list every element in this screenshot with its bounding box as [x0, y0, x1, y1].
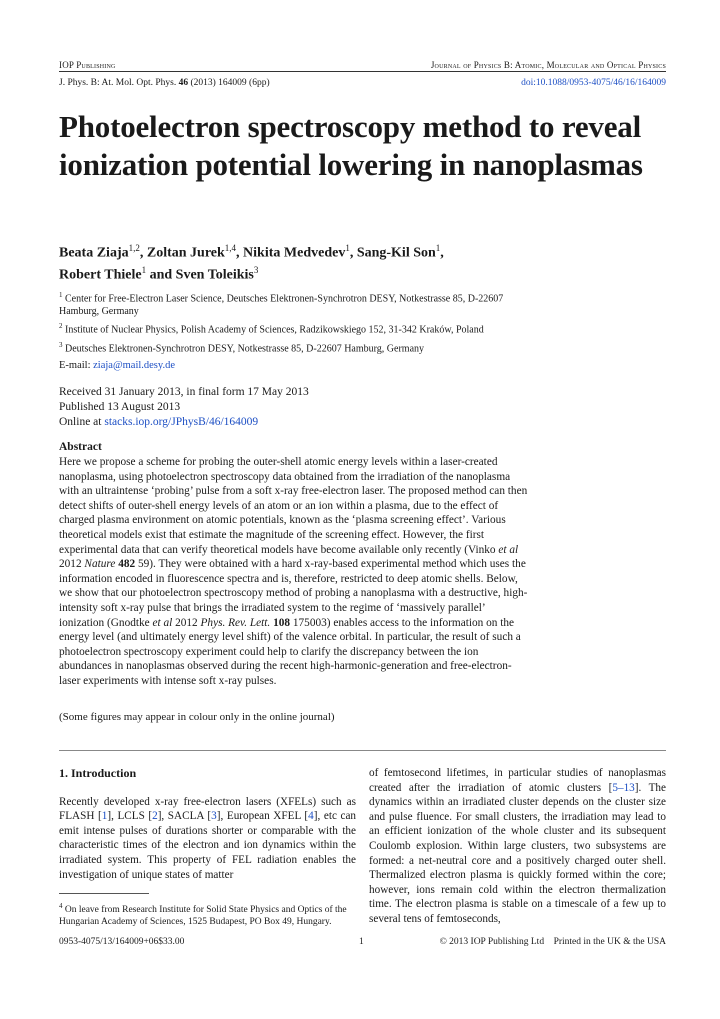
received-date: Received 31 January 2013, in final form 17 May 2013 — [59, 386, 309, 398]
author-affiliation-mark: 1 — [345, 243, 350, 253]
affiliation: $^2$ Institute of Nuclear Physics, Polish Academy of Sciences, Radzikowskiego 152, 31-342 Kraków, Poland — [59, 322, 484, 336]
author-name: Zoltan Jurek — [146, 245, 225, 261]
author-name: Robert Thiele — [59, 267, 142, 283]
author-separator: , — [440, 245, 444, 261]
email-label: E-mail: — [59, 360, 94, 371]
ref-link[interactable]: 3 — [211, 810, 217, 823]
author-affiliation-mark: 1 — [141, 264, 147, 275]
published-date: Published 13 August 2013 — [59, 401, 181, 413]
abstract-text: Here we propose a scheme for probing the outer-shell atomic energy levels within a laser-created nanoplasma, using photoelectron spectroscopy data obtained from the irradiation of the nanoplasma with an ultraintense ‘probing’ pulse from a soft x-ray free-electron laser. The proposed method can then detect shifts of outer-shell energy levels of an atom or an ion within a plasma, due to the effect of charged plasma environment on atomic potentials, known as the ‘plasma screening effect’. Various theoretical models exist that estimate the magnitude of the screening effect. However, the first experimental data that can verify theoretical models have become available only recently (Vinko et al 2012 Nature 482 59). They were obtained with a hard x-ray-based experimental method which uses the information encoded in fluorescence spectra and is, therefore, restricted to deep atomic shells. Below, we show that our photoelectron spectroscopy method of probing a nanoplasma with a destructive, high-intensity soft x-ray pulse that brings the irradiated system to the regime of ‘massively parallel’ ionization (Gnodtke et al 2012 Phys. Rev. Lett. 108 175003) enables access to the information on the energy level (and ultimately energy level shift) of the valence orbital. In particular, the result of such a photoelectron spectroscopy experiment could help to clarify the discrepancy between the ion abundances in nanoplasmas observed during the recent high-harmonic-generation and free-electron-laser experiments with intense soft x-ray pulses. — [59, 456, 528, 687]
footnote-rule — [59, 893, 149, 894]
author-separator: , — [139, 245, 147, 261]
article-code: 0953-4075/13/164009+06$33.00 — [59, 937, 185, 947]
paper-title: Photoelectron spectroscopy method to reveal ionization potential lowering in nanoplasmas — [59, 109, 643, 182]
ref-link[interactable]: 5–13 — [612, 781, 635, 794]
author-list — [59, 240, 529, 283]
colour-note: (Some figures may appear in colour only in the online journal) — [59, 711, 335, 723]
author-affiliation-mark: 3 — [253, 264, 259, 275]
author-separator: and — [146, 267, 176, 283]
column-right — [369, 766, 666, 927]
author-affiliation-mark: 1,2 — [128, 243, 140, 253]
email-link[interactable]: ziaja@mail.desy.de — [93, 360, 175, 371]
copyright: © 2013 IOP Publishing Ltd Printed in the UK & the USA — [439, 937, 666, 947]
author-affiliation-mark: 1,4 — [224, 243, 237, 253]
page-footer — [59, 937, 666, 947]
section-separator — [59, 750, 666, 751]
affiliation-list — [59, 289, 529, 357]
author-affiliation-mark: 1 — [435, 243, 441, 253]
affiliation: $^1$ Center for Free-Electron Laser Science, Deutsches Elektronen-Synchrotron DESY, Notkestrasse 85, D-22607 Hamburg, Germany — [59, 291, 504, 318]
page-number: 1 — [359, 937, 364, 947]
journal-name: Journal of Physics B: Atomic, Molecular and Optical Physics — [430, 60, 666, 70]
footnote: $^4$ On leave from Research Institute for Solid State Physics and Optics of the Hungarian Academy of Sciences, 1525 Budapest, PO Box 49, Hungary. — [59, 902, 347, 928]
citation-row — [59, 78, 666, 88]
ref-link[interactable]: 4 — [308, 810, 314, 823]
publisher-name: IOP Publishing — [59, 60, 116, 70]
column-left — [59, 766, 356, 882]
running-header — [59, 60, 666, 70]
author-name: Sven Toleikis — [175, 267, 254, 283]
intro-paragraph-2: of femtosecond lifetimes, in particular studies of nanoplasmas created after the irradiation of atomic clusters [5–13]. The dynamics within an irradiated cluster depends on the cluster size and pulse fluence. For small clusters, the irradiation may lead to an efficient ionization of the whole cluster and its subsequent Coulomb explosion. Within large clusters, two subsystems are formed: a net-neutral core and a positively charged outer shell. Thermalized electron plasma is quickly formed within the core; however, ions remain cold within the electron thermalization time. The electron plasma is stable on a timescale of a few up to several tens of femtoseconds, — [369, 767, 666, 925]
author-separator: , — [236, 245, 244, 261]
ref-link[interactable]: 1 — [101, 810, 108, 823]
online-line: Online at stacks.iop.org/JPhysB/46/164009 — [59, 416, 259, 428]
citation: J. Phys. B: At. Mol. Opt. Phys. 46 (2013) 164009 (6pp) — [59, 78, 270, 88]
ref-link[interactable]: 2 — [152, 810, 158, 823]
header-rule — [59, 71, 666, 72]
author-name: Sang-Kil Son — [356, 245, 436, 261]
author-name: Beata Ziaja — [59, 245, 129, 261]
online-link[interactable]: stacks.iop.org/JPhysB/46/164009 — [104, 416, 259, 428]
author-separator: , — [349, 245, 357, 261]
affiliation: $^3$ Deutsches Elektronen-Synchrotron DESY, Notkestrasse 85, D-22607 Hamburg, Germany — [59, 340, 425, 354]
intro-paragraph-1: Recently developed x-ray free-electron lasers (XFELs) such as FLASH [1], LCLS [2], SACLA [3], European XFEL [4], etc can emit intense pulses of durations shorter or comparable with the characteristic times of the electron and ion dynamics within the irradiated system. This property of FEL radiation enables the investigation of unique states of matter — [59, 795, 357, 881]
publication-dates — [59, 385, 309, 430]
email-line — [59, 360, 175, 371]
abstract-heading: Abstract — [59, 441, 102, 453]
author-name: Nikita Medvedev — [243, 245, 346, 261]
intro-heading: 1. Introduction — [59, 766, 137, 780]
doi-link[interactable]: doi:10.1088/0953-4075/46/16/164009 — [521, 78, 666, 88]
